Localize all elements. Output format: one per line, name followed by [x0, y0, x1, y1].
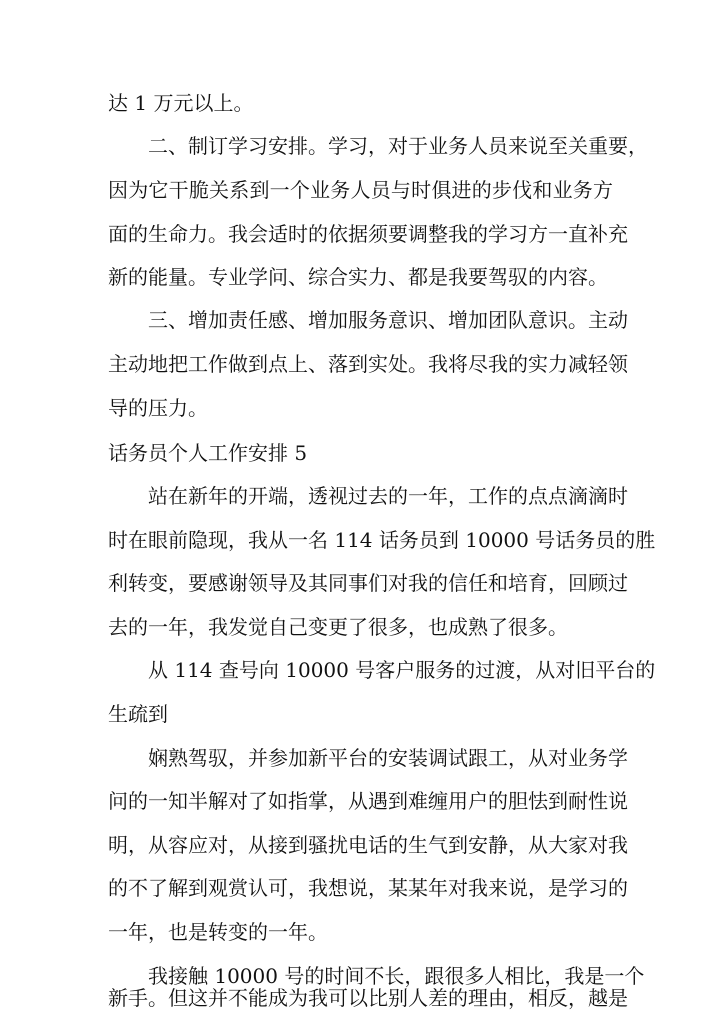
- paragraph-text: 新的能量。专业学问、综合实力、都是我要驾驭的内容。: [108, 265, 608, 289]
- paragraph-line: [0, 979, 720, 1017]
- paragraph-line: [0, 171, 720, 209]
- paragraph-text: 主动地把工作做到点上、落到实处。我将尽我的实力减轻领: [108, 352, 628, 376]
- paragraph-text: 明，从容应对，从接到骚扰电话的生气到安静，从大家对我: [108, 833, 628, 857]
- paragraph-text: 的不了解到观赏认可，我想说，某某年对我来说，是学习的: [108, 876, 628, 900]
- paragraph-line: [0, 127, 720, 165]
- paragraph-text: 时在眼前隐现，我从一名 114 话务员到 10000 号话务员的胜: [108, 528, 656, 552]
- paragraph-text: 新手。但这并不能成为我可以比别人差的理由，相反，越是: [108, 986, 628, 1010]
- paragraph-line: [0, 215, 720, 253]
- paragraph-line: [0, 695, 720, 733]
- paragraph-line: [0, 301, 720, 339]
- paragraph-line: [0, 782, 720, 820]
- paragraph-line: [0, 389, 720, 427]
- paragraph-line: [0, 84, 720, 122]
- paragraph-text: 我接触 10000 号的时间不长，跟很多人相比，我是一个: [148, 964, 645, 988]
- paragraph-line: [0, 739, 720, 777]
- paragraph-text: 因为它干脆关系到一个业务人员与时俱进的步伐和业务方: [108, 178, 613, 202]
- paragraph-text: 三、增加责任感、增加服务意识、增加团队意识。主动: [148, 308, 628, 332]
- paragraph-text: 导的压力。: [108, 396, 208, 420]
- paragraph-line: [0, 608, 720, 646]
- paragraph-text: 达 1 万元以上。: [108, 91, 254, 115]
- paragraph-text: 站在新年的开端，透视过去的一年，工作的点点滴滴时: [148, 484, 628, 508]
- section-heading: [0, 434, 720, 472]
- paragraph-line: [0, 345, 720, 383]
- paragraph-line: [0, 826, 720, 864]
- paragraph-text: 面的生命力。我会适时的依据须要调整我的学习方一直补充: [108, 222, 628, 246]
- paragraph-text: 二、制订学习安排。学习，对于业务人员来说至关重要，: [148, 134, 648, 158]
- paragraph-line: [0, 651, 720, 689]
- paragraph-line: [0, 521, 720, 559]
- paragraph-line: [0, 477, 720, 515]
- section-heading-text: 话务员个人工作安排 5: [108, 441, 308, 465]
- paragraph-text: 从 114 查号向 10000 号客户服务的过渡，从对旧平台的: [148, 658, 656, 682]
- paragraph-text: 利转变，要感谢领导及其同事们对我的信任和培育，回顾过: [108, 571, 628, 595]
- paragraph-text: 一年，也是转变的一年。: [108, 920, 328, 944]
- paragraph-text: 去的一年，我发觉自己变更了很多，也成熟了很多。: [108, 615, 568, 639]
- paragraph-line: [0, 564, 720, 602]
- paragraph-line: [0, 913, 720, 951]
- paragraph-line: [0, 258, 720, 296]
- paragraph-line: [0, 869, 720, 907]
- paragraph-text: 娴熟驾驭，并参加新平台的安装调试跟工，从对业务学: [148, 746, 628, 770]
- paragraph-text: 问的一知半解对了如指掌，从遇到难缠用户的胆怯到耐性说: [108, 789, 628, 813]
- paragraph-text: 生疏到: [108, 702, 168, 726]
